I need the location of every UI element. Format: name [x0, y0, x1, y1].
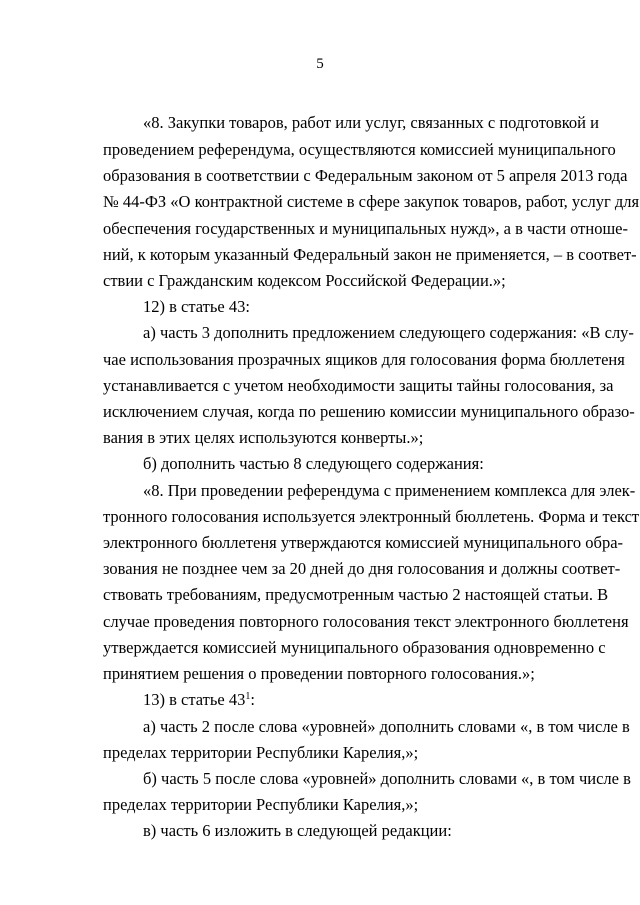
text-line: ствовать требованиям, предусмотренным частью 2 настоящей статьи. В	[103, 585, 609, 604]
text-line: чае использования прозрачных ящиков для голосования форма бюллетеня	[103, 350, 625, 369]
text-line: устанавливается с учетом необходимости защиты тайны голосования, за	[103, 376, 614, 395]
text-line: пределах территории Республики Карелия,»;	[103, 795, 419, 814]
text-line: обеспечения государственных и муниципальных нужд», а в части отноше-	[103, 219, 628, 238]
text-line: б) дополнить частью 8 следующего содержания:	[143, 454, 484, 473]
text-line: ствии с Гражданским кодексом Российской Федерации.»;	[103, 271, 506, 290]
text-line: электронного бюллетеня утверждаются комиссией муниципального обра-	[103, 533, 624, 552]
text-line: случае проведения повторного голосования текст электронного бюллетеня	[103, 612, 629, 631]
list-item-label: 13) в статье 43	[143, 690, 246, 709]
text-line: «8. При проведении референдума с применением комплекса для элек-	[143, 481, 636, 500]
text-line: утверждается комиссией муниципального образования одновременно с	[103, 638, 606, 657]
text-line: а) часть 3 дополнить предложением следующего содержания: «В слу-	[143, 323, 634, 342]
text-line: № 44-ФЗ «О контрактной системе в сфере закупок товаров, работ, услуг для	[103, 192, 640, 211]
text-line: образования в соответствии с Федеральным законом от 5 апреля 2013 года	[103, 166, 628, 185]
text-line: принятием решения о проведении повторного голосования.»;	[103, 664, 535, 683]
list-item-heading	[143, 689, 596, 711]
text-line: б) часть 5 после слова «уровней» дополнить словами «, в том числе в	[143, 769, 631, 788]
list-item-heading: 12) в статье 43:	[143, 297, 250, 316]
text-line: проведением референдума, осуществляются комиссией муниципального	[103, 140, 616, 159]
text-line: тронного голосования используется электронный бюллетень. Форма и текст	[103, 507, 640, 526]
text-line: зования не позднее чем за 20 дней до дня голосования и должны соответ-	[103, 559, 621, 578]
list-item-colon: :	[250, 690, 255, 709]
text-line: ний, к которым указанный Федеральный закон не применяется, – в соответ-	[103, 245, 637, 264]
text-line: а) часть 2 после слова «уровней» дополнить словами «, в том числе в	[143, 717, 630, 736]
text-line: исключением случая, когда по решению комиссии муниципального образо-	[103, 402, 635, 421]
text-line: «8. Закупки товаров, работ или услуг, связанных с подготовкой и	[143, 113, 599, 132]
text-line: в) часть 6 изложить в следующей редакции:	[143, 821, 452, 840]
text-line: вания в этих целях используются конверты.»;	[103, 428, 424, 447]
text-line: пределах территории Республики Карелия,»;	[103, 743, 419, 762]
superscript: 1	[245, 691, 251, 702]
page-number: 5	[316, 56, 324, 72]
